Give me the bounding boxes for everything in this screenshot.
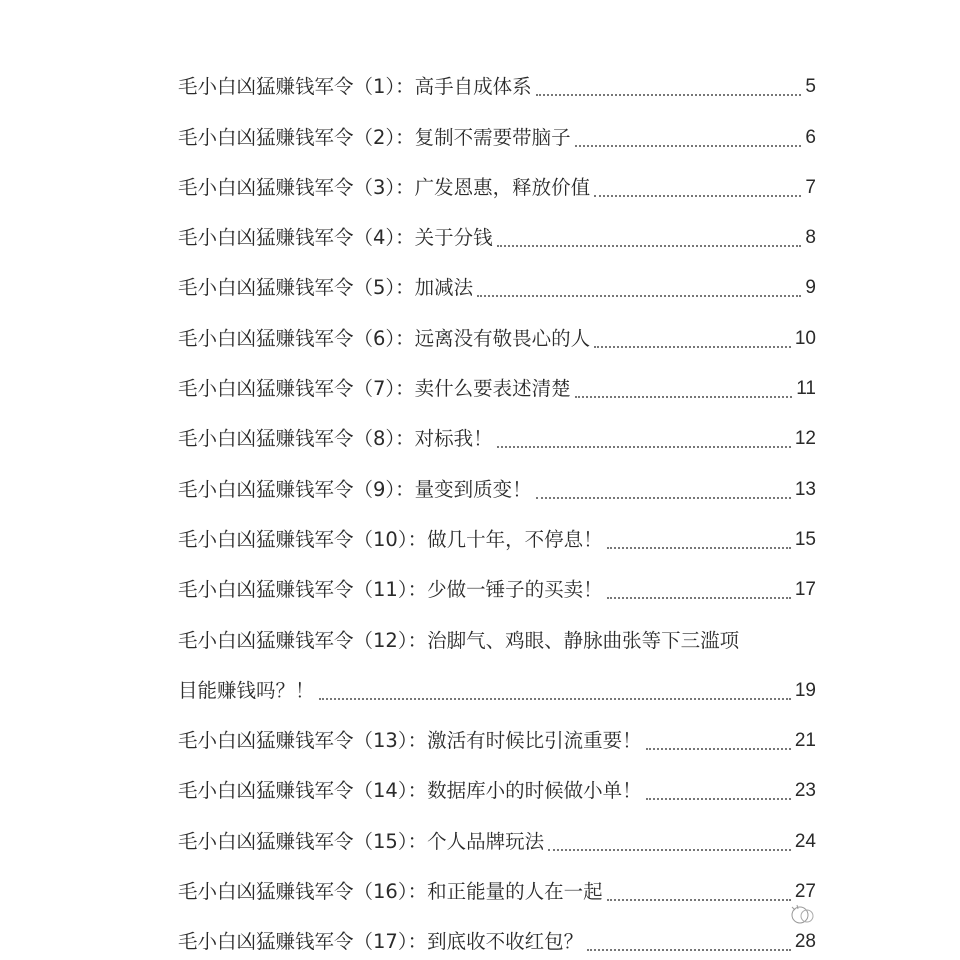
toc-entry[interactable] [178, 910, 816, 960]
toc-entry-title: 毛小白凶猛赚钱军令（17）：到底收不收红包？ [178, 930, 584, 954]
dot-leader [477, 295, 801, 297]
toc-entry-page: 9 [805, 277, 816, 299]
toc-entry[interactable] [178, 860, 816, 910]
toc-entry[interactable] [178, 508, 816, 558]
dot-leader [497, 245, 802, 247]
toc-entry-title: 毛小白凶猛赚钱军令（15）：个人品牌玩法 [178, 829, 545, 853]
toc-entry[interactable] [178, 659, 816, 709]
dot-leader [497, 446, 791, 448]
toc-entry[interactable] [178, 558, 816, 608]
dot-leader [319, 698, 791, 700]
toc-entry-page: 24 [794, 830, 816, 852]
toc-entry-title: 毛小白凶猛赚钱军令（4）：关于分钱 [178, 226, 493, 250]
dot-leader [575, 396, 793, 398]
toc-entry-page: 28 [794, 931, 816, 953]
dot-leader [536, 94, 802, 96]
toc-entry[interactable] [178, 357, 816, 407]
toc-entry-page: 23 [794, 780, 816, 802]
dot-leader [575, 145, 802, 147]
dot-leader [536, 497, 791, 499]
dot-leader [646, 798, 791, 800]
toc-entry-page: 7 [805, 176, 816, 198]
toc-entry-page: 11 [796, 378, 816, 400]
toc-entry-title: 毛小白凶猛赚钱军令（3）：广发恩惠，释放价值 [178, 175, 591, 199]
toc-entry-page: 17 [794, 579, 816, 601]
toc-entry-page: 19 [794, 679, 816, 701]
toc-entry-title: 毛小白凶猛赚钱军令（14）：数据库小的时候做小单！ [178, 779, 642, 803]
toc-entry[interactable] [178, 105, 816, 155]
toc-entry-title: 毛小白凶猛赚钱军令（11）：少做一锤子的买卖！ [178, 578, 603, 602]
toc-entry[interactable] [178, 457, 816, 507]
toc-entry-page: 27 [794, 881, 816, 903]
toc-entry-title: 毛小白凶猛赚钱军令（10）：做几十年，不停息！ [178, 527, 603, 551]
toc-entry-title: 毛小白凶猛赚钱军令（2）：复制不需要带脑子 [178, 125, 571, 149]
toc-entry-title: 毛小白凶猛赚钱军令（16）：和正能量的人在一起 [178, 880, 603, 904]
dot-leader [607, 547, 791, 549]
toc-entry-page: 6 [805, 126, 816, 148]
toc-entry[interactable] [178, 55, 816, 105]
toc-entry[interactable] [178, 809, 816, 859]
toc-entry-title: 毛小白凶猛赚钱军令（12）：治脚气、鸡眼、静脉曲张等下三滥项 [178, 628, 740, 652]
dot-leader [594, 346, 791, 348]
dot-leader [646, 748, 791, 750]
dot-leader [594, 195, 801, 197]
table-of-contents [178, 55, 816, 960]
toc-entry[interactable] [178, 306, 816, 356]
toc-entry[interactable] [178, 709, 816, 759]
toc-entry-title: 毛小白凶猛赚钱军令（5）：加减法 [178, 276, 474, 300]
toc-entry-title: 毛小白凶猛赚钱军令（13）：激活有时候比引流重要！ [178, 729, 642, 753]
toc-entry-title: 毛小白凶猛赚钱军令（9）：量变到质变！ [178, 477, 532, 501]
toc-entry-page: 21 [794, 730, 816, 752]
toc-entry-page: 10 [794, 327, 816, 349]
toc-entry-title: 目能赚钱吗？！ [178, 678, 315, 702]
toc-entry-title: 毛小白凶猛赚钱军令（1）：高手自成体系 [178, 75, 532, 99]
dot-leader [607, 597, 791, 599]
toc-entry-page: 8 [805, 227, 816, 249]
toc-entry[interactable] [178, 256, 816, 306]
toc-entry[interactable] [178, 407, 816, 457]
toc-entry[interactable] [178, 206, 816, 256]
toc-entry-title: 毛小白凶猛赚钱军令（6）：远离没有敬畏心的人 [178, 326, 591, 350]
dot-leader [548, 849, 791, 851]
toc-entry-page: 13 [794, 478, 816, 500]
toc-entry-page: 5 [805, 76, 816, 98]
toc-entry-title: 毛小白凶猛赚钱军令（7）：卖什么要表述清楚 [178, 377, 571, 401]
dot-leader [587, 949, 791, 951]
toc-entry[interactable] [178, 608, 816, 658]
toc-entry[interactable] [178, 759, 816, 809]
toc-entry-page: 15 [794, 528, 816, 550]
toc-entry[interactable] [178, 156, 816, 206]
dot-leader [607, 899, 791, 901]
toc-entry-page: 12 [794, 428, 816, 450]
wechat-watermark-icon [788, 902, 818, 926]
toc-entry-title: 毛小白凶猛赚钱军令（8）：对标我！ [178, 427, 493, 451]
